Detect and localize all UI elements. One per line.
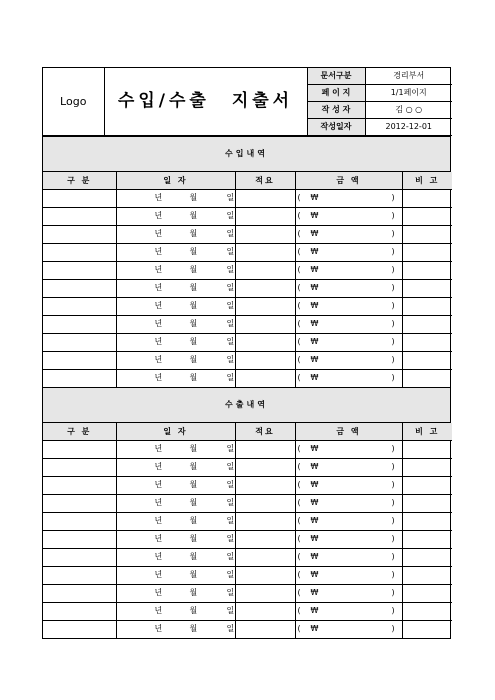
table-row (43, 280, 452, 298)
category-cell[interactable] (43, 316, 116, 334)
month-label: 월 (189, 444, 198, 453)
year-label: 년 (154, 337, 163, 346)
note-cell[interactable] (402, 244, 452, 262)
summary-cell[interactable] (235, 208, 295, 226)
title-part1: 수입/수출 (117, 91, 210, 111)
paren-open: ( (297, 606, 301, 615)
year-label: 년 (154, 229, 163, 238)
meta-value-doctype: 경리부서 (365, 68, 452, 85)
logo: Logo (43, 68, 104, 136)
month-label: 월 (189, 480, 198, 489)
note-cell[interactable] (402, 190, 452, 208)
amount-cell[interactable] (295, 298, 402, 316)
paren-open: ( (297, 570, 301, 579)
paren-close: ) (391, 283, 395, 292)
note-cell[interactable] (402, 298, 452, 316)
year-label: 년 (154, 462, 163, 471)
category-cell[interactable] (43, 621, 116, 639)
title-part2: 지출서 (231, 91, 294, 111)
won-symbol: ₩ (310, 193, 319, 202)
table-row (43, 441, 452, 459)
date-cell[interactable] (116, 262, 235, 280)
date-cell[interactable] (116, 280, 235, 298)
won-symbol: ₩ (310, 301, 319, 310)
won-symbol: ₩ (310, 211, 319, 220)
date-cell[interactable] (116, 603, 235, 621)
form-header (43, 68, 452, 136)
paren-open: ( (297, 480, 301, 489)
month-label: 월 (189, 355, 198, 364)
amount-cell[interactable] (295, 531, 402, 549)
meta-label-doctype: 문서구분 (307, 68, 365, 85)
won-symbol: ₩ (310, 570, 319, 579)
paren-open: ( (297, 283, 301, 292)
amount-cell[interactable] (295, 226, 402, 244)
category-cell[interactable] (43, 531, 116, 549)
month-label: 월 (189, 265, 198, 274)
income-column-header (43, 172, 452, 190)
summary-cell[interactable] (235, 621, 295, 639)
paren-open: ( (297, 355, 301, 364)
summary-cell[interactable] (235, 334, 295, 352)
day-label: 일 (226, 606, 235, 615)
category-cell[interactable] (43, 226, 116, 244)
year-label: 년 (154, 624, 163, 633)
day-label: 일 (226, 265, 235, 274)
col-note: 비 고 (402, 172, 452, 190)
paren-open: ( (297, 193, 301, 202)
amount-cell[interactable] (295, 549, 402, 567)
date-cell[interactable] (116, 208, 235, 226)
note-cell[interactable] (402, 316, 452, 334)
paren-close: ) (391, 355, 395, 364)
table-row (43, 621, 452, 639)
income-table (43, 172, 452, 387)
won-symbol: ₩ (310, 444, 319, 453)
amount-cell[interactable] (295, 334, 402, 352)
year-label: 년 (154, 570, 163, 579)
month-label: 월 (189, 337, 198, 346)
note-cell[interactable] (402, 585, 452, 603)
table-row (43, 513, 452, 531)
day-label: 일 (226, 498, 235, 507)
table-row (43, 477, 452, 495)
table-row (43, 226, 452, 244)
table-row (43, 585, 452, 603)
table-row (43, 567, 452, 585)
col-amount: 금 액 (295, 423, 402, 441)
note-cell[interactable] (402, 567, 452, 585)
day-label: 일 (226, 337, 235, 346)
amount-cell[interactable] (295, 352, 402, 370)
month-label: 월 (189, 516, 198, 525)
table-row (43, 603, 452, 621)
day-label: 일 (226, 480, 235, 489)
won-symbol: ₩ (310, 265, 319, 274)
category-cell[interactable] (43, 477, 116, 495)
paren-close: ) (391, 570, 395, 579)
year-label: 년 (154, 552, 163, 561)
summary-cell[interactable] (235, 513, 295, 531)
month-label: 월 (189, 498, 198, 507)
paren-close: ) (391, 193, 395, 202)
summary-cell[interactable] (235, 567, 295, 585)
month-label: 월 (189, 606, 198, 615)
month-label: 월 (189, 462, 198, 471)
note-cell[interactable] (402, 208, 452, 226)
won-symbol: ₩ (310, 498, 319, 507)
summary-cell[interactable] (235, 352, 295, 370)
paren-open: ( (297, 624, 301, 633)
year-label: 년 (154, 588, 163, 597)
table-row (43, 495, 452, 513)
note-cell[interactable] (402, 621, 452, 639)
meta-value-page: 1/1페이지 (365, 85, 452, 102)
won-symbol: ₩ (310, 624, 319, 633)
note-cell[interactable] (402, 262, 452, 280)
paren-open: ( (297, 552, 301, 561)
won-symbol: ₩ (310, 588, 319, 597)
date-cell[interactable] (116, 477, 235, 495)
amount-cell[interactable] (295, 244, 402, 262)
won-symbol: ₩ (310, 247, 319, 256)
table-row (43, 549, 452, 567)
month-label: 월 (189, 301, 198, 310)
category-cell[interactable] (43, 334, 116, 352)
note-cell[interactable] (402, 280, 452, 298)
note-cell[interactable] (402, 549, 452, 567)
paren-close: ) (391, 480, 395, 489)
day-label: 일 (226, 588, 235, 597)
date-cell[interactable] (116, 459, 235, 477)
paren-open: ( (297, 444, 301, 453)
category-cell[interactable] (43, 262, 116, 280)
paren-open: ( (297, 516, 301, 525)
year-label: 년 (154, 247, 163, 256)
amount-cell[interactable] (295, 190, 402, 208)
day-label: 일 (226, 516, 235, 525)
won-symbol: ₩ (310, 606, 319, 615)
amount-cell[interactable] (295, 603, 402, 621)
note-cell[interactable] (402, 459, 452, 477)
year-label: 년 (154, 373, 163, 382)
day-label: 일 (226, 319, 235, 328)
category-cell[interactable] (43, 441, 116, 459)
amount-cell[interactable] (295, 567, 402, 585)
summary-cell[interactable] (235, 585, 295, 603)
export-table (43, 423, 452, 638)
note-cell[interactable] (402, 352, 452, 370)
year-label: 년 (154, 319, 163, 328)
month-label: 월 (189, 570, 198, 579)
day-label: 일 (226, 534, 235, 543)
amount-cell[interactable] (295, 280, 402, 298)
summary-cell[interactable] (235, 495, 295, 513)
paren-close: ) (391, 606, 395, 615)
day-label: 일 (226, 211, 235, 220)
won-symbol: ₩ (310, 337, 319, 346)
category-cell[interactable] (43, 603, 116, 621)
won-symbol: ₩ (310, 229, 319, 238)
date-cell[interactable] (116, 370, 235, 388)
summary-cell[interactable] (235, 441, 295, 459)
category-cell[interactable] (43, 280, 116, 298)
category-cell[interactable] (43, 567, 116, 585)
summary-cell[interactable] (235, 531, 295, 549)
won-symbol: ₩ (310, 552, 319, 561)
amount-cell[interactable] (295, 459, 402, 477)
year-label: 년 (154, 498, 163, 507)
category-cell[interactable] (43, 495, 116, 513)
paren-open: ( (297, 247, 301, 256)
table-row (43, 262, 452, 280)
meta-label-author: 작 성 자 (307, 102, 365, 119)
date-cell[interactable] (116, 352, 235, 370)
year-label: 년 (154, 283, 163, 292)
year-label: 년 (154, 193, 163, 202)
year-label: 년 (154, 606, 163, 615)
won-symbol: ₩ (310, 355, 319, 364)
col-category: 구 분 (43, 423, 116, 441)
day-label: 일 (226, 247, 235, 256)
paren-open: ( (297, 265, 301, 274)
col-summary: 적요 (235, 172, 295, 190)
col-date: 일 자 (116, 423, 235, 441)
table-row (43, 370, 452, 388)
category-cell[interactable] (43, 298, 116, 316)
month-label: 월 (189, 283, 198, 292)
paren-close: ) (391, 588, 395, 597)
won-symbol: ₩ (310, 480, 319, 489)
note-cell[interactable] (402, 495, 452, 513)
table-row (43, 352, 452, 370)
col-amount: 금 액 (295, 172, 402, 190)
summary-cell[interactable] (235, 226, 295, 244)
paren-open: ( (297, 462, 301, 471)
table-row (43, 190, 452, 208)
day-label: 일 (226, 570, 235, 579)
summary-cell[interactable] (235, 316, 295, 334)
paren-open: ( (297, 319, 301, 328)
table-row (43, 316, 452, 334)
won-symbol: ₩ (310, 516, 319, 525)
summary-cell[interactable] (235, 190, 295, 208)
paren-open: ( (297, 498, 301, 507)
year-label: 년 (154, 355, 163, 364)
amount-cell[interactable] (295, 495, 402, 513)
date-cell[interactable] (116, 585, 235, 603)
amount-cell[interactable] (295, 477, 402, 495)
paren-close: ) (391, 247, 395, 256)
summary-cell[interactable] (235, 280, 295, 298)
paren-open: ( (297, 211, 301, 220)
day-label: 일 (226, 355, 235, 364)
won-symbol: ₩ (310, 462, 319, 471)
amount-cell[interactable] (295, 370, 402, 388)
date-cell[interactable] (116, 513, 235, 531)
paren-close: ) (391, 301, 395, 310)
meta-value-date: 2012-12-01 (365, 119, 452, 136)
income-section-title: 수입내역 (43, 136, 450, 172)
category-cell[interactable] (43, 513, 116, 531)
month-label: 월 (189, 211, 198, 220)
category-cell[interactable] (43, 549, 116, 567)
amount-cell[interactable] (295, 513, 402, 531)
won-symbol: ₩ (310, 319, 319, 328)
paren-close: ) (391, 516, 395, 525)
day-label: 일 (226, 283, 235, 292)
note-cell[interactable] (402, 334, 452, 352)
paren-open: ( (297, 373, 301, 382)
day-label: 일 (226, 301, 235, 310)
paren-close: ) (391, 534, 395, 543)
summary-cell[interactable] (235, 298, 295, 316)
date-cell[interactable] (116, 244, 235, 262)
day-label: 일 (226, 462, 235, 471)
won-symbol: ₩ (310, 283, 319, 292)
year-label: 년 (154, 534, 163, 543)
date-cell[interactable] (116, 567, 235, 585)
date-cell[interactable] (116, 549, 235, 567)
expense-form (42, 67, 451, 639)
date-cell[interactable] (116, 190, 235, 208)
paren-open: ( (297, 301, 301, 310)
paren-close: ) (391, 498, 395, 507)
day-label: 일 (226, 229, 235, 238)
paren-close: ) (391, 373, 395, 382)
amount-cell[interactable] (295, 316, 402, 334)
col-summary: 적요 (235, 423, 295, 441)
year-label: 년 (154, 516, 163, 525)
summary-cell[interactable] (235, 603, 295, 621)
year-label: 년 (154, 480, 163, 489)
month-label: 월 (189, 534, 198, 543)
month-label: 월 (189, 624, 198, 633)
category-cell[interactable] (43, 459, 116, 477)
date-cell[interactable] (116, 621, 235, 639)
table-row (43, 208, 452, 226)
day-label: 일 (226, 624, 235, 633)
month-label: 월 (189, 373, 198, 382)
year-label: 년 (154, 265, 163, 274)
year-label: 년 (154, 444, 163, 453)
note-cell[interactable] (402, 603, 452, 621)
month-label: 월 (189, 319, 198, 328)
note-cell[interactable] (402, 513, 452, 531)
note-cell[interactable] (402, 441, 452, 459)
category-cell[interactable] (43, 585, 116, 603)
category-cell[interactable] (43, 190, 116, 208)
paren-close: ) (391, 211, 395, 220)
paren-close: ) (391, 337, 395, 346)
day-label: 일 (226, 373, 235, 382)
amount-cell[interactable] (295, 441, 402, 459)
summary-cell[interactable] (235, 459, 295, 477)
paren-close: ) (391, 229, 395, 238)
day-label: 일 (226, 193, 235, 202)
col-category: 구 분 (43, 172, 116, 190)
meta-value-author: 김 ○ ○ (365, 102, 452, 119)
category-cell[interactable] (43, 244, 116, 262)
paren-close: ) (391, 552, 395, 561)
table-row (43, 244, 452, 262)
summary-cell[interactable] (235, 549, 295, 567)
won-symbol: ₩ (310, 373, 319, 382)
year-label: 년 (154, 301, 163, 310)
note-cell[interactable] (402, 370, 452, 388)
paren-open: ( (297, 229, 301, 238)
table-row (43, 459, 452, 477)
paren-close: ) (391, 624, 395, 633)
date-cell[interactable] (116, 226, 235, 244)
export-section-title: 수출내역 (43, 387, 450, 423)
paren-open: ( (297, 534, 301, 543)
date-cell[interactable] (116, 441, 235, 459)
summary-cell[interactable] (235, 370, 295, 388)
amount-cell[interactable] (295, 585, 402, 603)
table-row (43, 334, 452, 352)
meta-label-page: 페 이 지 (307, 85, 365, 102)
day-label: 일 (226, 552, 235, 561)
paren-close: ) (391, 444, 395, 453)
category-cell[interactable] (43, 352, 116, 370)
month-label: 월 (189, 588, 198, 597)
date-cell[interactable] (116, 334, 235, 352)
table-row (43, 298, 452, 316)
paren-open: ( (297, 337, 301, 346)
month-label: 월 (189, 229, 198, 238)
month-label: 월 (189, 193, 198, 202)
note-cell[interactable] (402, 531, 452, 549)
date-cell[interactable] (116, 495, 235, 513)
month-label: 월 (189, 247, 198, 256)
col-note: 비 고 (402, 423, 452, 441)
summary-cell[interactable] (235, 477, 295, 495)
amount-cell[interactable] (295, 208, 402, 226)
summary-cell[interactable] (235, 262, 295, 280)
paren-open: ( (297, 588, 301, 597)
paren-close: ) (391, 319, 395, 328)
note-cell[interactable] (402, 226, 452, 244)
meta-label-date: 작성일자 (307, 119, 365, 136)
won-symbol: ₩ (310, 534, 319, 543)
date-cell[interactable] (116, 298, 235, 316)
summary-cell[interactable] (235, 244, 295, 262)
page-title (104, 68, 307, 136)
note-cell[interactable] (402, 477, 452, 495)
day-label: 일 (226, 444, 235, 453)
table-row (43, 531, 452, 549)
date-cell[interactable] (116, 316, 235, 334)
amount-cell[interactable] (295, 262, 402, 280)
date-cell[interactable] (116, 531, 235, 549)
export-column-header (43, 423, 452, 441)
paren-close: ) (391, 265, 395, 274)
col-date: 일 자 (116, 172, 235, 190)
category-cell[interactable] (43, 208, 116, 226)
month-label: 월 (189, 552, 198, 561)
paren-close: ) (391, 462, 395, 471)
year-label: 년 (154, 211, 163, 220)
category-cell[interactable] (43, 370, 116, 388)
amount-cell[interactable] (295, 621, 402, 639)
